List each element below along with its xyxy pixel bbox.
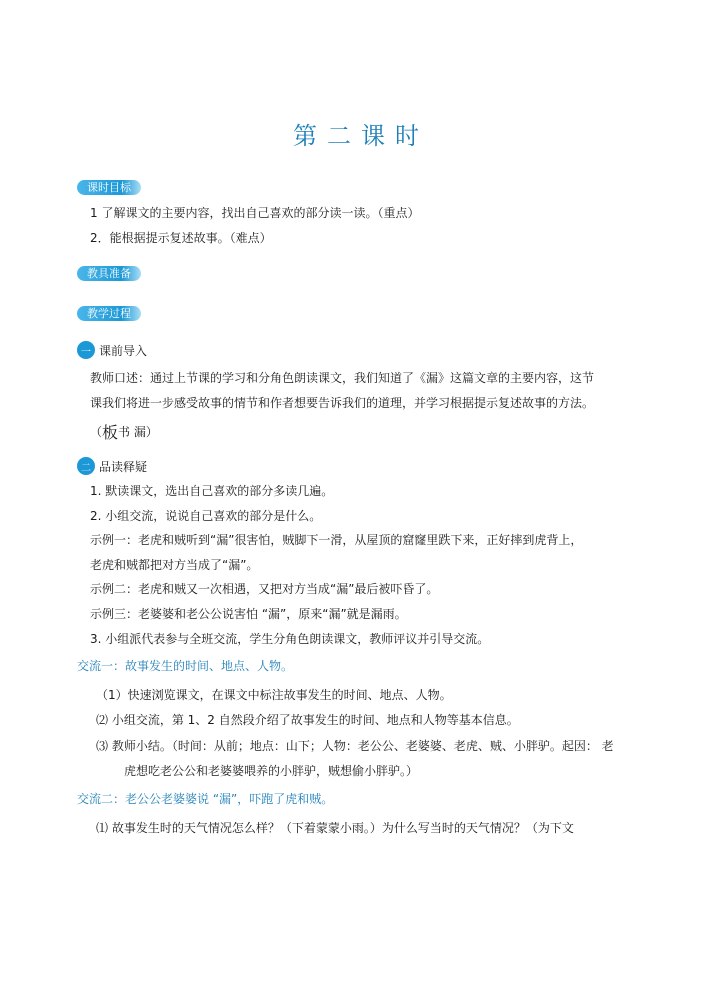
exchange-1-item-2: ⑵ 小组交流，第 1、2 自然段介绍了故事发生的时间、地点和人物等基本信息。 xyxy=(96,713,519,727)
badge-goals: 课时目标 xyxy=(77,180,141,195)
board-note xyxy=(90,420,158,443)
exchange-2-heading: 交流二：老公公老婆婆说 “漏”，吓跑了虎和贼。 xyxy=(77,792,334,806)
section-2-line-4: 老虎和贼都把对方当成了“漏”。 xyxy=(90,558,259,572)
board-open: （ xyxy=(90,425,103,439)
page-title: 第二课时 xyxy=(293,122,429,150)
exchange-1-item-1: （1）快速浏览课文，在课文中标注故事发生的时间、地点、人物。 xyxy=(96,688,452,702)
section-2-line-2: 2. 小组交流，说说自己喜欢的部分是什么。 xyxy=(90,509,322,523)
board-small: 书 xyxy=(118,425,131,439)
section-1-heading xyxy=(77,341,147,359)
badge-process: 教学过程 xyxy=(77,306,141,321)
section-2-line-6: 示例三：老婆婆和老公公说害怕 “漏”，原来“漏”就是漏雨。 xyxy=(90,607,407,621)
section-2-label: 品读释疑 xyxy=(99,459,148,474)
board-text: 漏） xyxy=(133,425,158,439)
section-1-line-1: 教师口述：通过上节课的学习和分角色朗读课文，我们知道了《漏》这篇文章的主要内容，这节 xyxy=(90,371,595,385)
exchange-1-heading: 交流一：故事发生的时间、地点、人物。 xyxy=(77,659,294,673)
badge-prep: 教具准备 xyxy=(77,266,141,281)
exchange-2-item-1: ⑴ 故事发生时的天气情况怎么样？（下着蒙蒙小雨。）为什么写当时的天气情况？（为下文 xyxy=(96,821,574,835)
exchange-1-item-3-cont: 虎想吃老公公和老婆婆喂养的小胖驴，贼想偷小胖驴。） xyxy=(124,764,419,778)
section-2-line-7: 3. 小组派代表参与全班交流，学生分角色朗读课文，教师评议并引导交流。 xyxy=(90,632,490,646)
section-1-label: 课前导入 xyxy=(99,343,148,358)
exchange-1-item-3: ⑶ 教师小结。（时间：从前；地点：山下；人物：老公公、老婆婆、老虎、贼、小胖驴。起因： 老 xyxy=(96,739,614,753)
section-2-line-3: 示例一：老虎和贼听到“漏”很害怕，贼脚下一滑，从屋顶的窟窿里跌下来，正好摔到虎背上， xyxy=(90,533,583,547)
section-1-number: 一 xyxy=(77,341,95,359)
goal-item-1: 1 了解课文的主要内容，找出自己喜欢的部分读一读。（重点） xyxy=(90,206,420,220)
section-1-line-2: 课我们将进一步感受故事的情节和作者想要告诉我们的道理，并学习根据提示复述故事的方法。 xyxy=(90,396,595,410)
section-2-line-5: 示例二：老虎和贼又一次相遇，又把对方当成“漏”最后被吓昏了。 xyxy=(90,582,439,596)
section-2-line-1: 1. 默读课文，选出自己喜欢的部分多读几遍。 xyxy=(90,484,334,498)
section-2-number: 二 xyxy=(77,457,95,475)
section-2-heading xyxy=(77,457,147,475)
board-big: 板 xyxy=(102,423,119,442)
goal-item-2: 2．能根据提示复述故事。（难点） xyxy=(90,231,272,245)
